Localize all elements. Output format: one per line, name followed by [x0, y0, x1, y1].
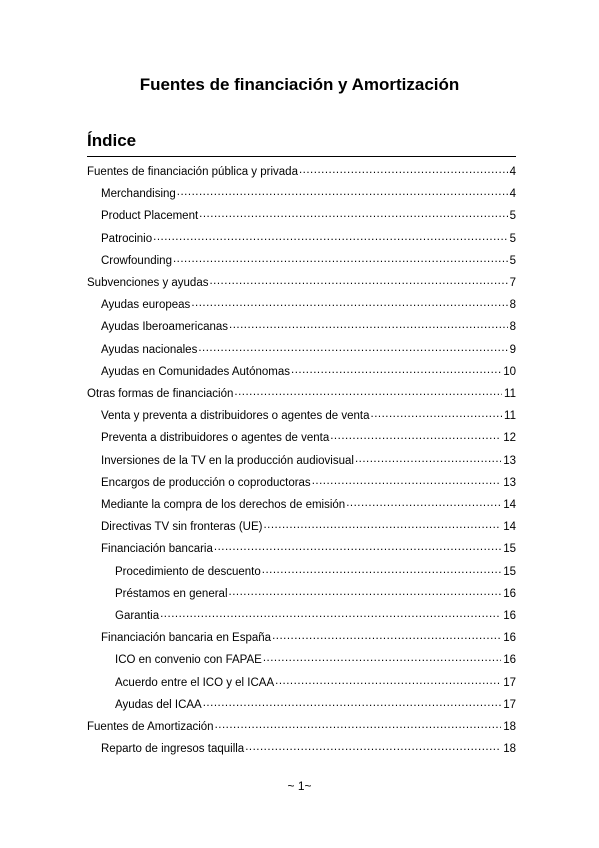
toc-entry-page-number: 17 — [503, 676, 516, 689]
toc-entry-label: Ayudas nacionales — [101, 343, 198, 356]
toc-dot-leader — [173, 251, 508, 267]
toc-dot-leader — [199, 206, 507, 222]
toc-dot-leader — [263, 650, 501, 666]
toc-entry-label: ICO en convenio con FAPAE — [115, 654, 262, 667]
toc-entry-page-number: 5 — [509, 254, 516, 267]
toc-entry[interactable] — [101, 251, 516, 267]
toc-entry-page-number: 13 — [503, 476, 516, 489]
toc-entry[interactable] — [115, 584, 516, 600]
toc-dot-leader — [299, 162, 508, 178]
toc-entry[interactable] — [115, 673, 516, 689]
toc-entry-label: Preventa a distribuidores o agentes de venta — [101, 432, 330, 445]
toc-entry[interactable] — [101, 184, 516, 200]
toc-dot-leader — [214, 539, 501, 555]
toc-entry-page-number: 16 — [503, 632, 516, 645]
toc-dot-leader — [229, 317, 508, 333]
toc-entry[interactable] — [101, 739, 516, 755]
toc-entry[interactable] — [101, 206, 516, 222]
toc-entry-label: Venta y preventa a distribuidores o agentes de venta — [101, 410, 370, 423]
toc-entry-page-number: 8 — [509, 321, 516, 334]
toc-dot-leader — [312, 473, 502, 489]
toc-dot-leader — [209, 273, 507, 289]
page-number-footer: ~ 1~ — [287, 779, 312, 793]
toc-entry[interactable] — [101, 628, 516, 644]
toc-entry-page-number: 12 — [503, 432, 516, 445]
toc-dot-leader — [262, 562, 501, 578]
toc-entry[interactable] — [87, 384, 516, 400]
toc-entry-page-number: 5 — [509, 232, 516, 245]
toc-entry-label: Ayudas en Comunidades Autónomas — [101, 365, 291, 378]
toc-dot-leader — [346, 495, 501, 511]
toc-entry-label: Otras formas de financiación — [87, 388, 234, 400]
toc-entry[interactable] — [101, 451, 516, 467]
toc-entry-page-number: 14 — [503, 499, 516, 511]
toc-dot-leader — [330, 428, 501, 444]
toc-entry-label: Crowfounding — [101, 254, 172, 267]
toc-entry-page-number: 9 — [509, 343, 516, 356]
toc-entry-page-number: 18 — [503, 721, 516, 733]
toc-entry-page-number: 4 — [509, 166, 516, 178]
toc-dot-leader — [191, 295, 507, 311]
toc-entry-page-number: 7 — [509, 277, 516, 289]
toc-entry-label: Préstamos en general — [115, 587, 228, 600]
toc-entry[interactable] — [101, 229, 516, 245]
toc-dot-leader — [153, 229, 507, 245]
toc-dot-leader — [215, 717, 502, 733]
toc-entry[interactable] — [115, 695, 516, 711]
toc-entry[interactable] — [87, 717, 516, 733]
toc-entry-label: Acuerdo entre el ICO y el ICAA — [115, 676, 275, 689]
toc-entry-page-number: 16 — [503, 610, 516, 622]
toc-entry[interactable] — [101, 495, 516, 511]
toc-entry-label: Directivas TV sin fronteras (UE) — [101, 521, 263, 534]
toc-entry-label: Fuentes de Amortización — [87, 721, 214, 733]
toc-entry-label: Ayudas europeas — [101, 299, 191, 312]
toc-entry-label: Ayudas Iberoamericanas — [101, 321, 228, 334]
toc-entry[interactable] — [87, 162, 516, 178]
toc-entry[interactable] — [101, 473, 516, 489]
toc-entry-label: Reparto de ingresos taquilla — [101, 743, 245, 756]
toc-entry-label: Ayudas del ICAA — [115, 698, 202, 711]
toc-entry-label: Financiación bancaria — [101, 543, 213, 556]
toc-entry-page-number: 14 — [503, 521, 516, 534]
toc-dot-leader — [177, 184, 508, 200]
toc-dot-leader — [272, 628, 501, 644]
toc-dot-leader — [234, 384, 502, 400]
toc-entry[interactable] — [101, 539, 516, 555]
toc-dot-leader — [371, 406, 503, 422]
toc-entry-label: Encargos de producción o coproductoras — [101, 476, 311, 489]
toc-entry[interactable] — [115, 562, 516, 578]
toc-entry[interactable] — [115, 650, 516, 666]
toc-entry[interactable] — [101, 317, 516, 333]
toc-entry-label: Patrocinio — [101, 232, 153, 245]
toc-entry-page-number: 15 — [503, 565, 516, 578]
document-title: Fuentes de financiación y Amortización — [139, 75, 460, 94]
toc-entry-page-number: 8 — [509, 299, 516, 312]
toc-entry-label: Subvenciones y ayudas — [87, 277, 209, 289]
toc-entry-page-number: 16 — [503, 587, 516, 600]
toc-entry[interactable] — [101, 340, 516, 356]
toc-entry-label: Financiación bancaria en España — [101, 632, 272, 645]
toc-entry-page-number: 10 — [503, 365, 516, 378]
toc-entry-page-number: 5 — [509, 210, 516, 223]
toc-entry-page-number: 4 — [509, 188, 516, 201]
toc-entry[interactable] — [87, 273, 516, 289]
toc-dot-leader — [229, 584, 502, 600]
toc-entry[interactable] — [115, 606, 516, 622]
toc-entry[interactable] — [101, 406, 516, 422]
toc-dot-leader — [275, 673, 501, 689]
toc-dot-leader — [198, 340, 507, 356]
toc-dot-leader — [160, 606, 501, 622]
toc-entry[interactable] — [101, 428, 516, 444]
toc-entry[interactable] — [101, 295, 516, 311]
toc-entry-page-number: 11 — [504, 410, 516, 423]
toc-dot-leader — [203, 695, 501, 711]
toc-entry-label: Product Placement — [101, 210, 199, 223]
toc-heading-rule — [87, 156, 516, 157]
toc-entry-label: Fuentes de financiación pública y privada — [87, 166, 298, 178]
toc-dot-leader — [291, 362, 501, 378]
toc-entry-page-number: 17 — [503, 698, 516, 711]
toc-entry-page-number: 13 — [503, 454, 516, 467]
toc-entry-label: Merchandising — [101, 188, 176, 201]
toc-heading: Índice — [87, 131, 137, 150]
toc-dot-leader — [245, 739, 501, 755]
toc-dot-leader — [263, 517, 501, 533]
toc-entry-page-number: 16 — [503, 654, 516, 667]
toc-entry-label: Inversiones de la TV en la producción audiovisual — [101, 454, 354, 467]
toc-entry-label: Procedimiento de descuento — [115, 565, 261, 578]
toc-dot-leader — [355, 451, 501, 467]
toc-entry-page-number: 11 — [504, 388, 516, 400]
toc-entry[interactable] — [101, 362, 516, 378]
toc-entry-label: Garantia — [115, 610, 160, 622]
toc-entry[interactable] — [101, 517, 516, 533]
toc-entry-label: Mediante la compra de los derechos de emisión — [101, 499, 346, 511]
toc-entry-page-number: 18 — [503, 743, 516, 756]
toc-entry-page-number: 15 — [503, 543, 516, 556]
